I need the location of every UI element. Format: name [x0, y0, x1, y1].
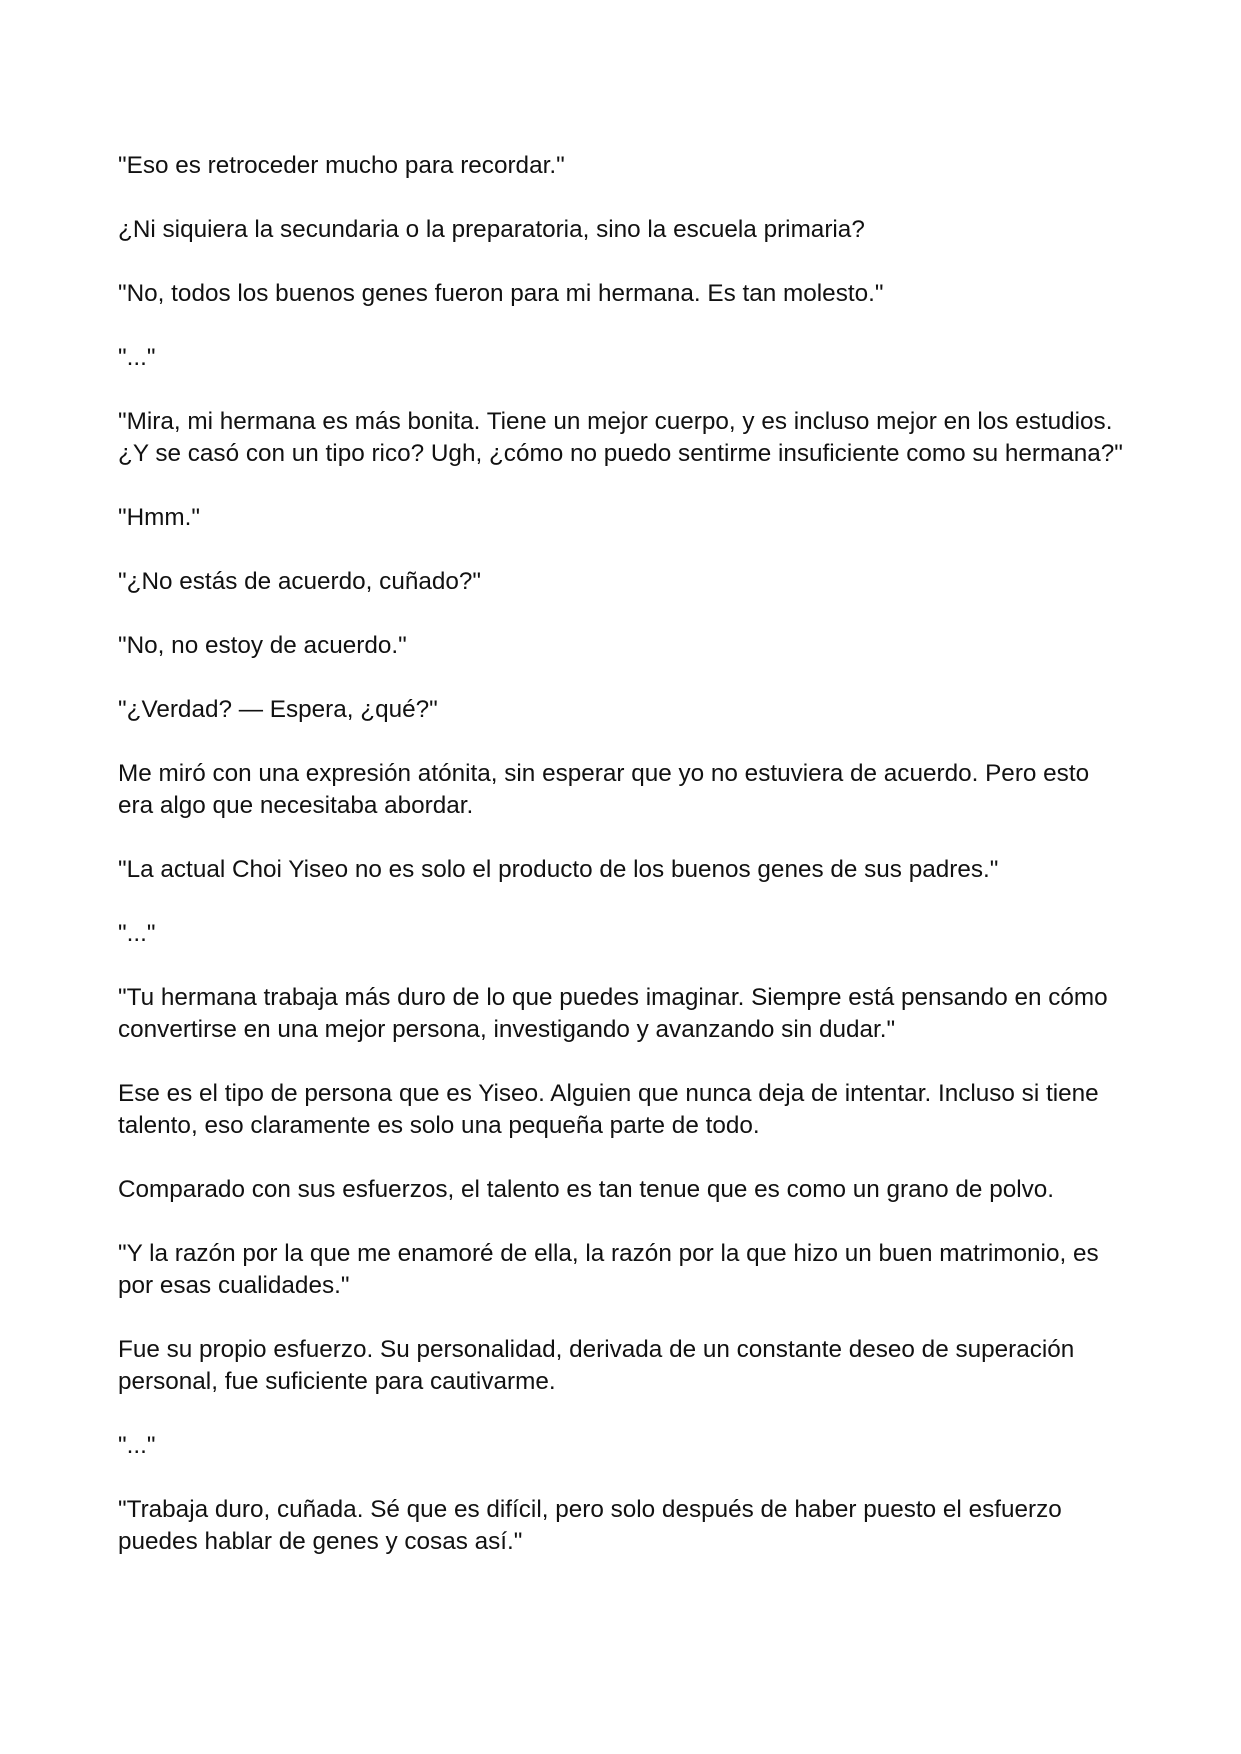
paragraph: ¿Ni siquiera la secundaria o la preparatoria, sino la escuela primaria? — [118, 216, 865, 243]
paragraph: Comparado con sus esfuerzos, el talento es tan tenue que es como un grano de polvo. — [118, 1176, 1055, 1203]
paragraph: "La actual Choi Yiseo no es solo el producto de los buenos genes de sus padres." — [118, 856, 999, 883]
paragraph: "Tu hermana trabaja más duro de lo que puedes imaginar. Siempre está pensando en cómo convertirse en una mejor persona, investigando y avanzando sin dudar." — [118, 984, 1108, 1043]
paragraph: "No, no estoy de acuerdo." — [118, 632, 407, 659]
paragraph: "..." — [118, 920, 156, 947]
paragraph: "Mira, mi hermana es más bonita. Tiene un mejor cuerpo, y es incluso mejor en los estudios. ¿Y se casó con un tipo rico? Ugh, ¿cómo no puedo sentirme insuficiente como su hermana?" — [118, 408, 1123, 467]
paragraph: "Hmm." — [118, 504, 201, 531]
paragraph: "¿No estás de acuerdo, cuñado?" — [118, 568, 482, 595]
paragraph: "Y la razón por la que me enamoré de ella, la razón por la que hizo un buen matrimonio, es por esas cualidades." — [118, 1240, 1099, 1299]
paragraph: Fue su propio esfuerzo. Su personalidad, derivada de un constante deseo de superación personal, fue suficiente para cautivarme. — [118, 1336, 1075, 1395]
paragraph: Ese es el tipo de persona que es Yiseo. Alguien que nunca deja de intentar. Incluso si tiene talento, eso claramente es solo una pequeña parte de todo. — [118, 1080, 1099, 1139]
paragraph: "Trabaja duro, cuñada. Sé que es difícil, pero solo después de haber puesto el esfuerzo puedes hablar de genes y cosas así." — [118, 1496, 1062, 1555]
paragraph: "..." — [118, 1432, 156, 1459]
paragraph: "No, todos los buenos genes fueron para mi hermana. Es tan molesto." — [118, 280, 884, 307]
document-body — [118, 150, 1128, 1590]
paragraph: "..." — [118, 344, 156, 371]
paragraph: Me miró con una expresión atónita, sin esperar que yo no estuviera de acuerdo. Pero esto era algo que necesitaba abordar. — [118, 760, 1090, 819]
paragraph: "Eso es retroceder mucho para recordar." — [118, 152, 565, 179]
paragraph: "¿Verdad? — Espera, ¿qué?" — [118, 696, 438, 723]
